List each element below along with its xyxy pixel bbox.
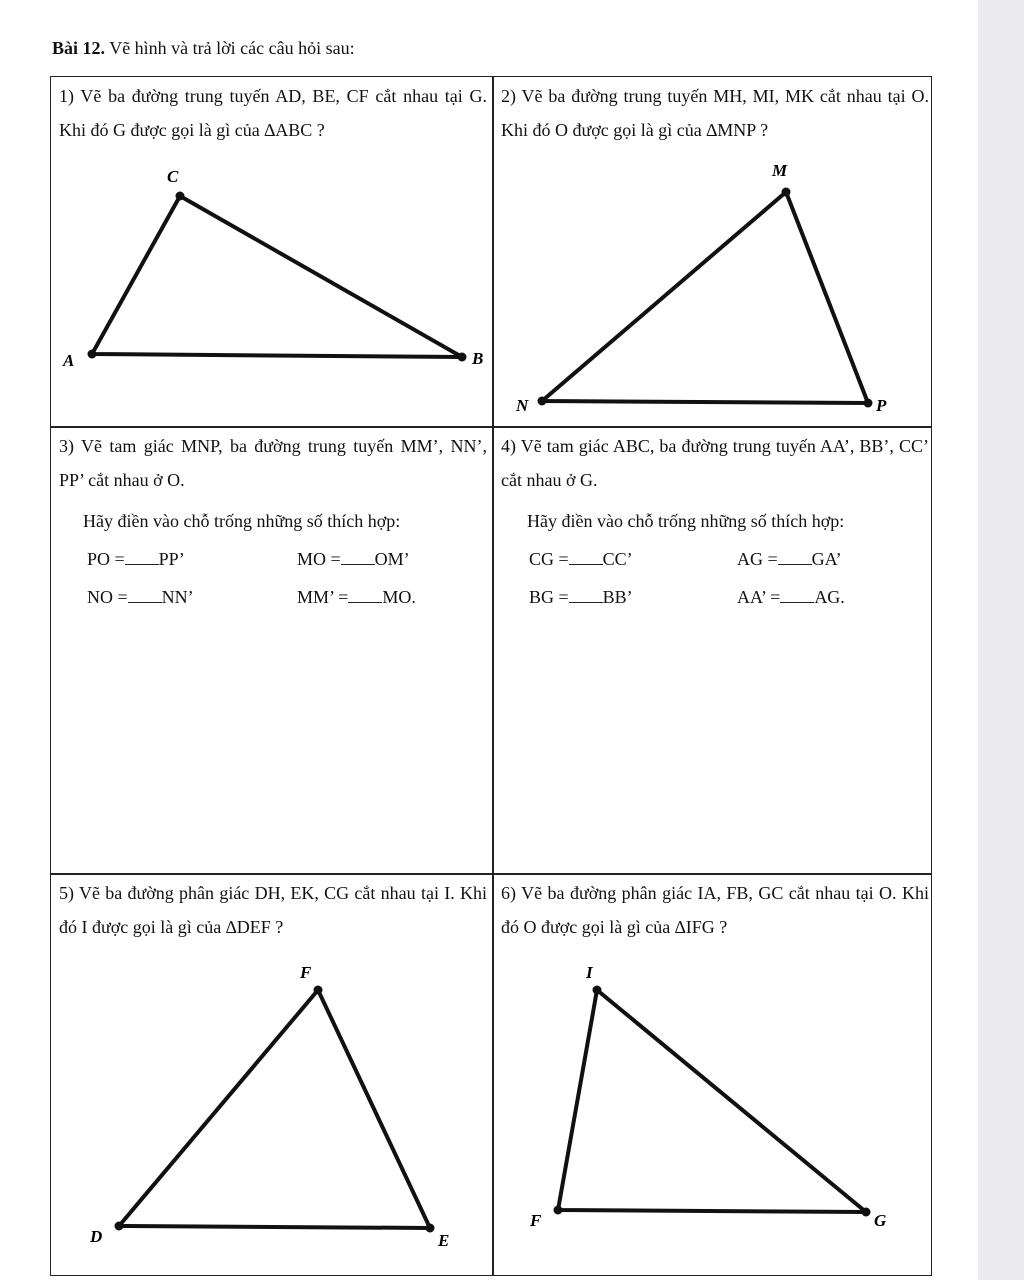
- label-m: M: [772, 161, 788, 180]
- fill-mo: MO = OM’: [297, 549, 410, 569]
- label-p: P: [876, 396, 887, 415]
- label-f: F: [300, 963, 312, 982]
- fill-no: NO = NN’: [87, 587, 194, 607]
- fill-bg: BG = BB’: [529, 587, 633, 607]
- triangle-abc-vertices: [88, 192, 467, 362]
- vertex-m: [782, 188, 791, 197]
- question-4-text: 4) Vẽ tam giác ABC, ba đường trung tuyến AA’, BB’, CC’ cắt nhau ở G.: [501, 436, 929, 490]
- triangle-abc: [92, 196, 462, 357]
- vertex-g: [862, 1208, 871, 1217]
- vertex-p: [864, 399, 873, 408]
- vertex-d: [115, 1222, 124, 1231]
- triangle-ifg: [558, 990, 866, 1212]
- label-d: D: [90, 1227, 103, 1246]
- question-4-instruction: Hãy điền vào chỗ trống những số thích hợp:: [527, 511, 845, 531]
- question-6-text: 6) Vẽ ba đường phân giác IA, FB, GC cắt nhau tại O. Khi đó O được gọi là gì của ∆IFG ?: [501, 883, 929, 937]
- vertex-c: [176, 192, 185, 201]
- fill-mm: MM’ = MO.: [297, 587, 416, 607]
- vertex-n: [538, 397, 547, 406]
- fill-ag: AG = GA’: [737, 549, 842, 569]
- vertex-i: [593, 986, 602, 995]
- vertex-b: [458, 353, 467, 362]
- triangle-mnp: [542, 192, 868, 403]
- label-f2: F: [530, 1211, 542, 1230]
- question-1-text: 1) Vẽ ba đường trung tuyến AD, BE, CF cắt nhau tại G. Khi đó G được gọi là gì của ∆ABC ?: [59, 86, 487, 140]
- label-e: E: [438, 1231, 450, 1250]
- exercise-number: Bài 12.: [52, 38, 106, 58]
- label-b: B: [472, 349, 484, 368]
- question-2-text: 2) Vẽ ba đường trung tuyến MH, MI, MK cắt nhau tại O. Khi đó O được gọi là gì của ∆MNP ?: [501, 86, 929, 140]
- label-a: A: [63, 351, 75, 370]
- vertex-f2: [554, 1206, 563, 1215]
- label-g: G: [874, 1211, 887, 1230]
- question-5-text: 5) Vẽ ba đường phân giác DH, EK, CG cắt nhau tại I. Khi đó I được gọi là gì của ∆DEF ?: [59, 883, 487, 937]
- fill-cg: CG = CC’: [529, 549, 633, 569]
- triangle-ifg-vertices: [554, 986, 871, 1217]
- vertex-a: [88, 350, 97, 359]
- question-3-instruction: Hãy điền vào chỗ trống những số thích hợp:: [83, 511, 401, 531]
- question-3-text: 3) Vẽ tam giác MNP, ba đường trung tuyến MM’, NN’, PP’ cắt nhau ở O.: [59, 436, 487, 490]
- viewer-side-margin: [978, 0, 1024, 1280]
- vertex-f: [314, 986, 323, 995]
- label-i: I: [586, 963, 593, 982]
- fill-aa: AA’ = AG.: [737, 587, 845, 607]
- triangle-def-vertices: [115, 986, 435, 1233]
- triangle-def: [119, 990, 430, 1228]
- fill-po: PO = PP’: [87, 549, 185, 569]
- exercise-instruction: Vẽ hình và trả lời các câu hỏi sau:: [105, 38, 355, 58]
- label-c: C: [167, 167, 179, 186]
- triangle-mnp-vertices: [538, 188, 873, 408]
- label-n: N: [516, 396, 529, 415]
- vertex-e: [426, 1224, 435, 1233]
